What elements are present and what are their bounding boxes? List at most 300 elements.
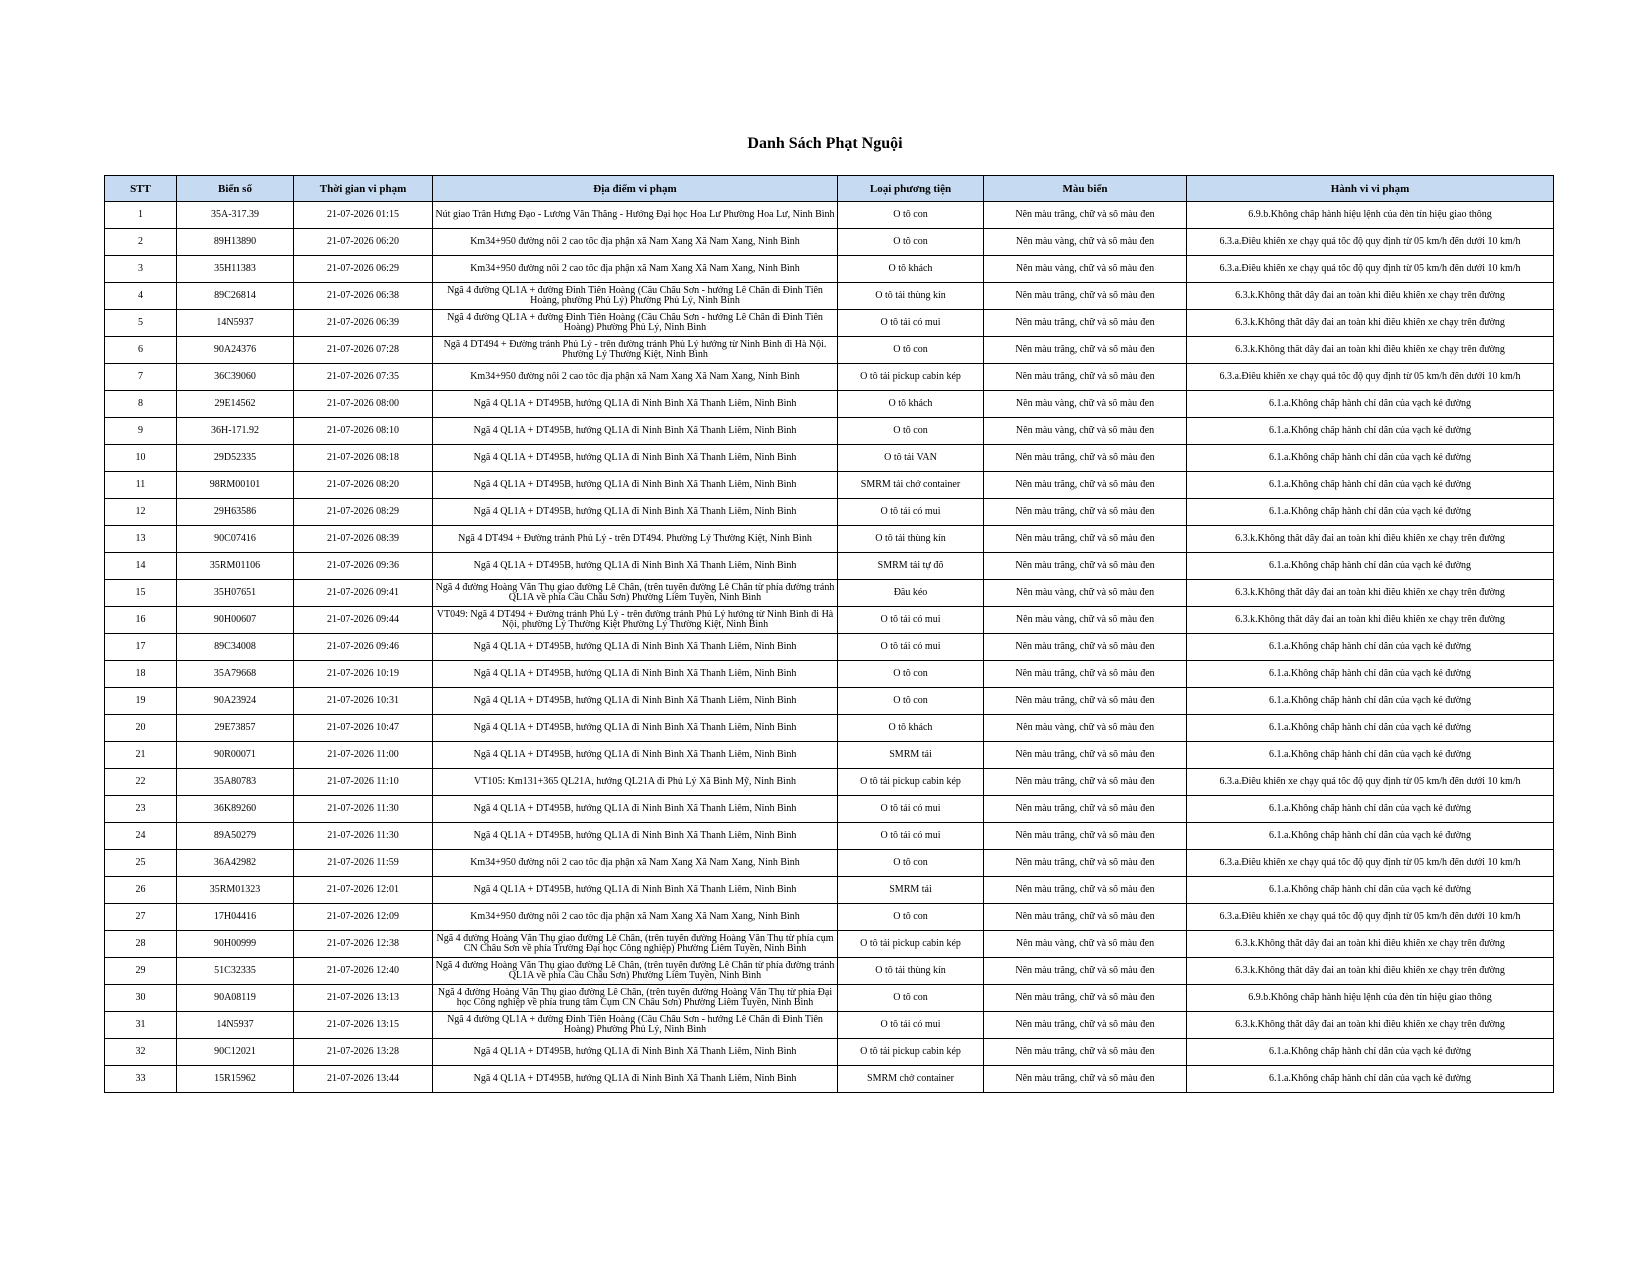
- cell-plate: [177, 958, 294, 985]
- table-header-row: [105, 176, 1554, 202]
- cell-stt-text: 26: [135, 885, 146, 895]
- cell-violation: [1187, 985, 1554, 1012]
- cell-plate-color-text: Nền màu trắng, chữ và số màu đen: [1015, 291, 1155, 301]
- cell-violation-text: 6.1.a.Không chấp hành chỉ dẫn của vạch kẻ đường: [1268, 561, 1472, 571]
- cell-time: [294, 607, 433, 634]
- cell-location-text: VT049: Ngã 4 DT494 + Đường tránh Phủ Lý - trên đường tránh Phủ Lý hướng từ Ninh Bình đi Hà Nội, phường Lý Thường Kiệt Phường Lý Thường Kiệt, Ninh Bình: [436, 610, 834, 630]
- cell-time: [294, 715, 433, 742]
- cell-stt: [105, 337, 177, 364]
- cell-stt: [105, 688, 177, 715]
- table-row: [105, 985, 1554, 1012]
- cell-time: [294, 958, 433, 985]
- cell-plate-text: 36C39060: [214, 372, 256, 382]
- cell-time: [294, 256, 433, 283]
- cell-stt: [105, 769, 177, 796]
- cell-plate-color: [984, 1012, 1187, 1039]
- cell-stt: [105, 445, 177, 472]
- table-row: [105, 823, 1554, 850]
- cell-location-text: Ngã 4 QL1A + DT495B, hướng QL1A đi Ninh Bình Xã Thanh Liêm, Ninh Bình: [473, 561, 797, 571]
- cell-plate-text: 90A08119: [214, 993, 256, 1003]
- cell-plate-text: 17H04416: [213, 912, 257, 922]
- cell-violation: [1187, 202, 1554, 229]
- cell-plate-text: 36A42982: [213, 858, 257, 868]
- cell-violation: [1187, 661, 1554, 688]
- cell-stt-text: 9: [138, 426, 143, 436]
- cell-location-text: Ngã 4 đường QL1A + đường Đinh Tiên Hoàng (Cầu Châu Sơn - hướng Lê Chân đi Đinh Tiên Hoàng) Phường Phủ Lý, Ninh Bình: [447, 313, 823, 333]
- cell-time: [294, 445, 433, 472]
- cell-stt-text: 20: [135, 723, 146, 733]
- cell-location-text: Ngã 4 QL1A + DT495B, hướng QL1A đi Ninh Bình Xã Thanh Liêm, Ninh Bình: [473, 426, 797, 436]
- cell-time-text: 21-07-2026 06:29: [327, 264, 399, 274]
- cell-time: [294, 1039, 433, 1066]
- cell-stt: [105, 580, 177, 607]
- cell-time: [294, 418, 433, 445]
- cell-time: [294, 229, 433, 256]
- cell-location-text: Ngã 4 QL1A + DT495B, hướng QL1A đi Ninh Bình Xã Thanh Liêm, Ninh Bình: [473, 480, 797, 490]
- cell-violation: [1187, 256, 1554, 283]
- cell-location-text: Ngã 4 QL1A + DT495B, hướng QL1A đi Ninh Bình Xã Thanh Liêm, Ninh Bình: [473, 399, 797, 409]
- cell-stt-text: 24: [135, 831, 146, 841]
- cell-time: [294, 499, 433, 526]
- cell-location: [433, 283, 838, 310]
- table-row: [105, 391, 1554, 418]
- cell-plate-text: 90A23924: [213, 696, 257, 706]
- cell-vehicle-type: [838, 985, 984, 1012]
- cell-stt: [105, 796, 177, 823]
- cell-violation: [1187, 850, 1554, 877]
- cell-plate-color: [984, 391, 1187, 418]
- cell-vehicle-type-text: Ô tô tải pickup cabin kép: [860, 372, 961, 382]
- cell-location-text: Ngã 4 QL1A + DT495B, hướng QL1A đi Ninh Bình Xã Thanh Liêm, Ninh Bình: [473, 453, 797, 463]
- cell-time-text: 21-07-2026 13:15: [327, 1020, 399, 1030]
- table-row: [105, 715, 1554, 742]
- cell-stt: [105, 661, 177, 688]
- cell-stt-text: 14: [135, 561, 146, 571]
- cell-vehicle-type: [838, 445, 984, 472]
- table-row: [105, 904, 1554, 931]
- cell-stt-text: 2: [138, 237, 143, 247]
- cell-violation: [1187, 283, 1554, 310]
- cell-violation-text: 6.1.a.Không chấp hành chỉ dẫn của vạch kẻ đường: [1268, 723, 1472, 733]
- table-row: [105, 553, 1554, 580]
- cell-stt-text: 29: [135, 966, 146, 976]
- cell-time-text: 21-07-2026 06:39: [327, 318, 399, 328]
- table-row: [105, 688, 1554, 715]
- cell-vehicle-type: [838, 256, 984, 283]
- column-header-vehicle-type: Loại phương tiện: [838, 176, 984, 202]
- cell-stt-text: 15: [135, 588, 146, 598]
- cell-plate-color-text: Nền màu vàng, chữ và số màu đen: [1015, 615, 1155, 625]
- cell-stt: [105, 904, 177, 931]
- cell-time: [294, 634, 433, 661]
- cell-time-text: 21-07-2026 08:10: [327, 426, 399, 436]
- cell-location: [433, 364, 838, 391]
- cell-vehicle-type-text: Ô tô con: [893, 993, 928, 1003]
- cell-time: [294, 472, 433, 499]
- table-row: [105, 634, 1554, 661]
- cell-stt: [105, 1039, 177, 1066]
- cell-location-text: Ngã 4 đường QL1A + đường Đinh Tiên Hoàng (Cầu Châu Sơn - hướng Lê Chân đi Đinh Tiên Hoàng) Phường Phủ Lý, Ninh Bình: [447, 1015, 823, 1035]
- cell-plate-text: 29D52335: [213, 453, 257, 463]
- cell-stt-text: 16: [135, 615, 146, 625]
- cell-plate-text: 90H00607: [213, 615, 257, 625]
- cell-plate-color-text: Nền màu trắng, chữ và số màu đen: [1015, 669, 1155, 679]
- cell-plate: [177, 256, 294, 283]
- cell-vehicle-type: [838, 472, 984, 499]
- cell-plate-color: [984, 688, 1187, 715]
- cell-plate: [177, 310, 294, 337]
- cell-location-text: Ngã 4 QL1A + DT495B, hướng QL1A đi Ninh Bình Xã Thanh Liêm, Ninh Bình: [473, 507, 797, 517]
- cell-vehicle-type-text: Đầu kéo: [893, 588, 928, 598]
- cell-time-text: 21-07-2026 13:13: [327, 993, 399, 1003]
- cell-plate-color-text: Nền màu trắng, chữ và số màu đen: [1015, 210, 1155, 220]
- cell-time-text: 21-07-2026 12:38: [327, 939, 399, 949]
- cell-plate-text: 90C12021: [214, 1047, 256, 1057]
- cell-location-text: Nút giao Trần Hưng Đạo - Lương Văn Thăng - Hướng Đại học Hoa Lư Phường Hoa Lư, Ninh Bình: [435, 210, 835, 220]
- cell-plate-color-text: Nền màu trắng, chữ và số màu đen: [1015, 885, 1155, 895]
- cell-plate: [177, 499, 294, 526]
- cell-location-text: Ngã 4 QL1A + DT495B, hướng QL1A đi Ninh Bình Xã Thanh Liêm, Ninh Bình: [473, 1074, 797, 1084]
- cell-violation: [1187, 391, 1554, 418]
- cell-time-text: 21-07-2026 12:40: [327, 966, 399, 976]
- cell-plate: [177, 985, 294, 1012]
- table-row: [105, 229, 1554, 256]
- cell-location-text: Km34+950 đường nối 2 cao tốc địa phận xã Nam Xang Xã Nam Xang, Ninh Bình: [470, 372, 800, 382]
- cell-vehicle-type: [838, 634, 984, 661]
- cell-plate-color: [984, 661, 1187, 688]
- cell-vehicle-type: [838, 310, 984, 337]
- cell-stt-text: 7: [138, 372, 143, 382]
- cell-plate-text: 14N5937: [216, 1020, 254, 1030]
- cell-plate: [177, 769, 294, 796]
- cell-violation: [1187, 472, 1554, 499]
- cell-violation-text: 6.3.a.Điều khiển xe chạy quá tốc độ quy định từ 05 km/h đến dưới 10 km/h: [1219, 264, 1521, 274]
- cell-violation-text: 6.1.a.Không chấp hành chỉ dẫn của vạch kẻ đường: [1268, 885, 1472, 895]
- cell-plate-color: [984, 877, 1187, 904]
- cell-vehicle-type-text: Ô tô khách: [888, 264, 933, 274]
- cell-violation-text: 6.3.a.Điều khiển xe chạy quá tốc độ quy định từ 05 km/h đến dưới 10 km/h: [1219, 858, 1521, 868]
- cell-violation: [1187, 1012, 1554, 1039]
- cell-violation-text: 6.1.a.Không chấp hành chỉ dẫn của vạch kẻ đường: [1268, 804, 1472, 814]
- cell-stt-text: 12: [135, 507, 146, 517]
- cell-location: [433, 229, 838, 256]
- cell-plate-color-text: Nền màu vàng, chữ và số màu đen: [1015, 723, 1155, 733]
- table-row: [105, 472, 1554, 499]
- cell-plate: [177, 391, 294, 418]
- cell-plate-text: 90R00071: [214, 750, 256, 760]
- cell-plate-color: [984, 229, 1187, 256]
- cell-plate-color-text: Nền màu trắng, chữ và số màu đen: [1015, 1020, 1155, 1030]
- table-row: [105, 310, 1554, 337]
- cell-plate-color-text: Nền màu trắng, chữ và số màu đen: [1015, 912, 1155, 922]
- table-body: [105, 202, 1554, 1093]
- cell-violation-text: 6.1.a.Không chấp hành chỉ dẫn của vạch kẻ đường: [1268, 696, 1472, 706]
- table-row: [105, 499, 1554, 526]
- cell-plate-text: 35A-317.39: [210, 210, 260, 220]
- cell-vehicle-type: [838, 877, 984, 904]
- cell-plate-text: 36H-171.92: [210, 426, 260, 436]
- cell-violation: [1187, 337, 1554, 364]
- cell-vehicle-type: [838, 661, 984, 688]
- cell-stt-text: 6: [138, 345, 143, 355]
- cell-violation: [1187, 877, 1554, 904]
- cell-time: [294, 580, 433, 607]
- cell-plate-text: 98RM00101: [209, 480, 261, 490]
- cell-plate: [177, 850, 294, 877]
- cell-violation-text: 6.3.k.Không thắt dây đai an toàn khi điều khiển xe chạy trên đường: [1235, 966, 1505, 976]
- cell-vehicle-type: [838, 418, 984, 445]
- cell-location: [433, 256, 838, 283]
- cell-time-text: 21-07-2026 08:20: [327, 480, 399, 490]
- cell-vehicle-type: [838, 526, 984, 553]
- cell-plate-color: [984, 202, 1187, 229]
- cell-location-text: Km34+950 đường nối 2 cao tốc địa phận xã Nam Xang Xã Nam Xang, Ninh Bình: [470, 264, 800, 274]
- cell-plate-color: [984, 931, 1187, 958]
- cell-violation: [1187, 607, 1554, 634]
- cell-vehicle-type-text: Ô tô tải thùng kín: [875, 966, 946, 976]
- cell-plate: [177, 553, 294, 580]
- column-header-time: Thời gian vi phạm: [294, 176, 433, 202]
- cell-plate: [177, 796, 294, 823]
- cell-plate: [177, 229, 294, 256]
- cell-plate-color: [984, 985, 1187, 1012]
- cell-plate-color: [984, 445, 1187, 472]
- cell-plate-color-text: Nền màu trắng, chữ và số màu đen: [1015, 777, 1155, 787]
- column-header-plate: Biển số: [177, 176, 294, 202]
- cell-time-text: 21-07-2026 07:28: [327, 345, 399, 355]
- cell-vehicle-type-text: Ô tô tải có mui: [880, 642, 941, 652]
- cell-plate-color: [984, 904, 1187, 931]
- cell-violation: [1187, 634, 1554, 661]
- table-row: [105, 1039, 1554, 1066]
- cell-plate-text: 89H13890: [213, 237, 257, 247]
- cell-time: [294, 985, 433, 1012]
- cell-stt-text: 11: [135, 480, 146, 490]
- cell-time: [294, 931, 433, 958]
- cell-violation-text: 6.3.k.Không thắt dây đai an toàn khi điều khiển xe chạy trên đường: [1235, 615, 1505, 625]
- cell-plate-color-text: Nền màu trắng, chữ và số màu đen: [1015, 966, 1155, 976]
- cell-plate-color-text: Nền màu trắng, chữ và số màu đen: [1015, 372, 1155, 382]
- cell-plate-text: 51C32335: [214, 966, 256, 976]
- cell-violation: [1187, 418, 1554, 445]
- cell-violation-text: 6.3.a.Điều khiển xe chạy quá tốc độ quy định từ 05 km/h đến dưới 10 km/h: [1219, 912, 1521, 922]
- cell-vehicle-type-text: Ô tô khách: [888, 723, 933, 733]
- cell-plate-color: [984, 850, 1187, 877]
- cell-vehicle-type: [838, 607, 984, 634]
- cell-time: [294, 391, 433, 418]
- cell-violation: [1187, 1039, 1554, 1066]
- cell-location: [433, 310, 838, 337]
- cell-plate-text: 89C26814: [214, 291, 256, 301]
- cell-violation-text: 6.3.k.Không thắt dây đai an toàn khi điều khiển xe chạy trên đường: [1235, 1020, 1505, 1030]
- cell-location: [433, 931, 838, 958]
- cell-plate-color-text: Nền màu vàng, chữ và số màu đen: [1015, 399, 1155, 409]
- cell-stt: [105, 526, 177, 553]
- cell-plate-color: [984, 607, 1187, 634]
- cell-vehicle-type-text: Ô tô khách: [888, 399, 933, 409]
- cell-violation: [1187, 931, 1554, 958]
- cell-vehicle-type: [838, 850, 984, 877]
- cell-vehicle-type-text: SMRM tải tự đổ: [877, 561, 944, 571]
- cell-location-text: Km34+950 đường nối 2 cao tốc địa phận xã Nam Xang Xã Nam Xang, Ninh Bình: [470, 237, 800, 247]
- cell-stt-text: 21: [135, 750, 146, 760]
- cell-plate: [177, 283, 294, 310]
- cell-location-text: Ngã 4 QL1A + DT495B, hướng QL1A đi Ninh Bình Xã Thanh Liêm, Ninh Bình: [473, 1047, 797, 1057]
- cell-location: [433, 769, 838, 796]
- cell-location: [433, 391, 838, 418]
- cell-location: [433, 796, 838, 823]
- table-row: [105, 742, 1554, 769]
- cell-time: [294, 1012, 433, 1039]
- cell-vehicle-type-text: Ô tô con: [893, 210, 928, 220]
- cell-violation: [1187, 499, 1554, 526]
- cell-location-text: Km34+950 đường nối 2 cao tốc địa phận xã Nam Xang Xã Nam Xang, Ninh Bình: [470, 858, 800, 868]
- cell-vehicle-type-text: SMRM tải: [889, 750, 932, 760]
- cell-time-text: 21-07-2026 10:19: [327, 669, 399, 679]
- cell-violation: [1187, 526, 1554, 553]
- table-row: [105, 607, 1554, 634]
- cell-stt-text: 30: [135, 993, 146, 1003]
- cell-stt: [105, 283, 177, 310]
- cell-violation-text: 6.3.k.Không thắt dây đai an toàn khi điều khiển xe chạy trên đường: [1235, 291, 1505, 301]
- cell-time-text: 21-07-2026 06:20: [327, 237, 399, 247]
- cell-time-text: 21-07-2026 09:36: [327, 561, 399, 571]
- table-row: [105, 661, 1554, 688]
- cell-plate-color-text: Nền màu trắng, chữ và số màu đen: [1015, 1047, 1155, 1057]
- cell-vehicle-type: [838, 553, 984, 580]
- cell-plate-color: [984, 580, 1187, 607]
- cell-plate-text: 29E14562: [214, 399, 256, 409]
- cell-vehicle-type-text: Ô tô con: [893, 858, 928, 868]
- cell-plate: [177, 634, 294, 661]
- cell-stt: [105, 634, 177, 661]
- cell-location-text: Ngã 4 QL1A + DT495B, hướng QL1A đi Ninh Bình Xã Thanh Liêm, Ninh Bình: [473, 831, 797, 841]
- table-row: [105, 958, 1554, 985]
- table-row: [105, 850, 1554, 877]
- cell-time-text: 21-07-2026 01:15: [327, 210, 399, 220]
- cell-location: [433, 553, 838, 580]
- cell-vehicle-type: [838, 337, 984, 364]
- cell-stt-text: 33: [135, 1074, 146, 1084]
- cell-stt: [105, 499, 177, 526]
- cell-plate: [177, 445, 294, 472]
- cell-location: [433, 634, 838, 661]
- cell-violation: [1187, 310, 1554, 337]
- cell-plate: [177, 877, 294, 904]
- cell-time-text: 21-07-2026 07:35: [327, 372, 399, 382]
- cell-time: [294, 823, 433, 850]
- cell-plate-text: 35A79668: [213, 669, 257, 679]
- cell-plate-color: [984, 526, 1187, 553]
- table-row: [105, 202, 1554, 229]
- cell-plate-color: [984, 499, 1187, 526]
- cell-vehicle-type-text: Ô tô tải có mui: [880, 615, 941, 625]
- cell-location: [433, 499, 838, 526]
- table-row: [105, 769, 1554, 796]
- cell-violation-text: 6.9.b.Không chấp hành hiệu lệnh của đèn tín hiệu giao thông: [1248, 210, 1492, 220]
- cell-violation: [1187, 715, 1554, 742]
- cell-location: [433, 445, 838, 472]
- cell-vehicle-type-text: SMRM tải: [889, 885, 932, 895]
- cell-violation-text: 6.1.a.Không chấp hành chỉ dẫn của vạch kẻ đường: [1268, 750, 1472, 760]
- cell-time: [294, 364, 433, 391]
- cell-time-text: 21-07-2026 11:30: [327, 831, 399, 841]
- cell-plate-text: 90C07416: [214, 534, 256, 544]
- cell-plate: [177, 688, 294, 715]
- table-row: [105, 877, 1554, 904]
- cell-plate-color-text: Nền màu trắng, chữ và số màu đen: [1015, 804, 1155, 814]
- cell-plate-text: 29H63586: [213, 507, 257, 517]
- cell-violation: [1187, 445, 1554, 472]
- cell-plate-color-text: Nền màu trắng, chữ và số màu đen: [1015, 561, 1155, 571]
- cell-time: [294, 850, 433, 877]
- cell-location: [433, 526, 838, 553]
- cell-violation-text: 6.1.a.Không chấp hành chỉ dẫn của vạch kẻ đường: [1268, 399, 1472, 409]
- cell-location: [433, 688, 838, 715]
- cell-vehicle-type: [838, 742, 984, 769]
- cell-violation-text: 6.3.a.Điều khiển xe chạy quá tốc độ quy định từ 05 km/h đến dưới 10 km/h: [1219, 372, 1521, 382]
- cell-plate-text: 35H07651: [213, 588, 257, 598]
- cell-location-text: Ngã 4 DT494 + Đường tránh Phủ Lý - trên DT494. Phường Lý Thường Kiệt, Ninh Bình: [458, 534, 812, 544]
- cell-vehicle-type-text: Ô tô con: [893, 912, 928, 922]
- cell-plate-color-text: Nền màu trắng, chữ và số màu đen: [1015, 318, 1155, 328]
- cell-plate-color-text: Nền màu trắng, chữ và số màu đen: [1015, 750, 1155, 760]
- cell-location-text: Ngã 4 QL1A + DT495B, hướng QL1A đi Ninh Bình Xã Thanh Liêm, Ninh Bình: [473, 696, 797, 706]
- cell-stt: [105, 823, 177, 850]
- cell-vehicle-type: [838, 499, 984, 526]
- cell-time: [294, 337, 433, 364]
- cell-time-text: 21-07-2026 13:44: [327, 1074, 399, 1084]
- cell-vehicle-type: [838, 688, 984, 715]
- cell-plate-color: [984, 958, 1187, 985]
- cell-time: [294, 661, 433, 688]
- cell-location-text: VT105: Km131+365 QL21A, hướng QL21A đi Phủ Lý Xã Bình Mỹ, Ninh Bình: [474, 777, 796, 787]
- cell-location-text: Ngã 4 QL1A + DT495B, hướng QL1A đi Ninh Bình Xã Thanh Liêm, Ninh Bình: [473, 723, 797, 733]
- cell-location: [433, 1039, 838, 1066]
- cell-plate-color: [984, 283, 1187, 310]
- cell-violation-text: 6.3.k.Không thắt dây đai an toàn khi điều khiển xe chạy trên đường: [1235, 939, 1505, 949]
- cell-violation-text: 6.3.k.Không thắt dây đai an toàn khi điều khiển xe chạy trên đường: [1235, 588, 1505, 598]
- table-row: [105, 283, 1554, 310]
- table-row: [105, 580, 1554, 607]
- cell-time-text: 21-07-2026 11:10: [327, 777, 399, 787]
- cell-location: [433, 742, 838, 769]
- cell-time-text: 21-07-2026 13:28: [327, 1047, 399, 1057]
- cell-stt-text: 1: [138, 210, 143, 220]
- cell-violation-text: 6.1.a.Không chấp hành chỉ dẫn của vạch kẻ đường: [1268, 1047, 1472, 1057]
- cell-plate-text: 35A80783: [213, 777, 257, 787]
- cell-vehicle-type-text: Ô tô tải có mui: [880, 1020, 941, 1030]
- cell-plate-text: 36K89260: [213, 804, 257, 814]
- cell-violation: [1187, 742, 1554, 769]
- table-row: [105, 337, 1554, 364]
- cell-location: [433, 1012, 838, 1039]
- cell-location: [433, 1066, 838, 1093]
- cell-stt: [105, 364, 177, 391]
- cell-location-text: Ngã 4 đường Hoàng Văn Thụ giao đường Lê Chân, (trên tuyến đường Hoàng Văn Thụ từ phía cụm CN Châu Sơn về phía Trường Đại học Công nghiệp) Phường Liêm Tuyền, Ninh Bình: [436, 934, 834, 954]
- cell-vehicle-type: [838, 958, 984, 985]
- cell-location-text: Ngã 4 DT494 + Đường tránh Phủ Lý - trên đường tránh Phủ Lý hướng từ Ninh Bình đi Hà Nội. Phường Lý Thường Kiệt, Ninh Bình: [443, 340, 827, 360]
- table-row: [105, 364, 1554, 391]
- table-row: [105, 526, 1554, 553]
- cell-plate: [177, 823, 294, 850]
- cell-plate-color: [984, 634, 1187, 661]
- cell-time: [294, 688, 433, 715]
- cell-stt: [105, 202, 177, 229]
- cell-plate: [177, 202, 294, 229]
- cell-time: [294, 769, 433, 796]
- cell-time-text: 21-07-2026 09:44: [327, 615, 399, 625]
